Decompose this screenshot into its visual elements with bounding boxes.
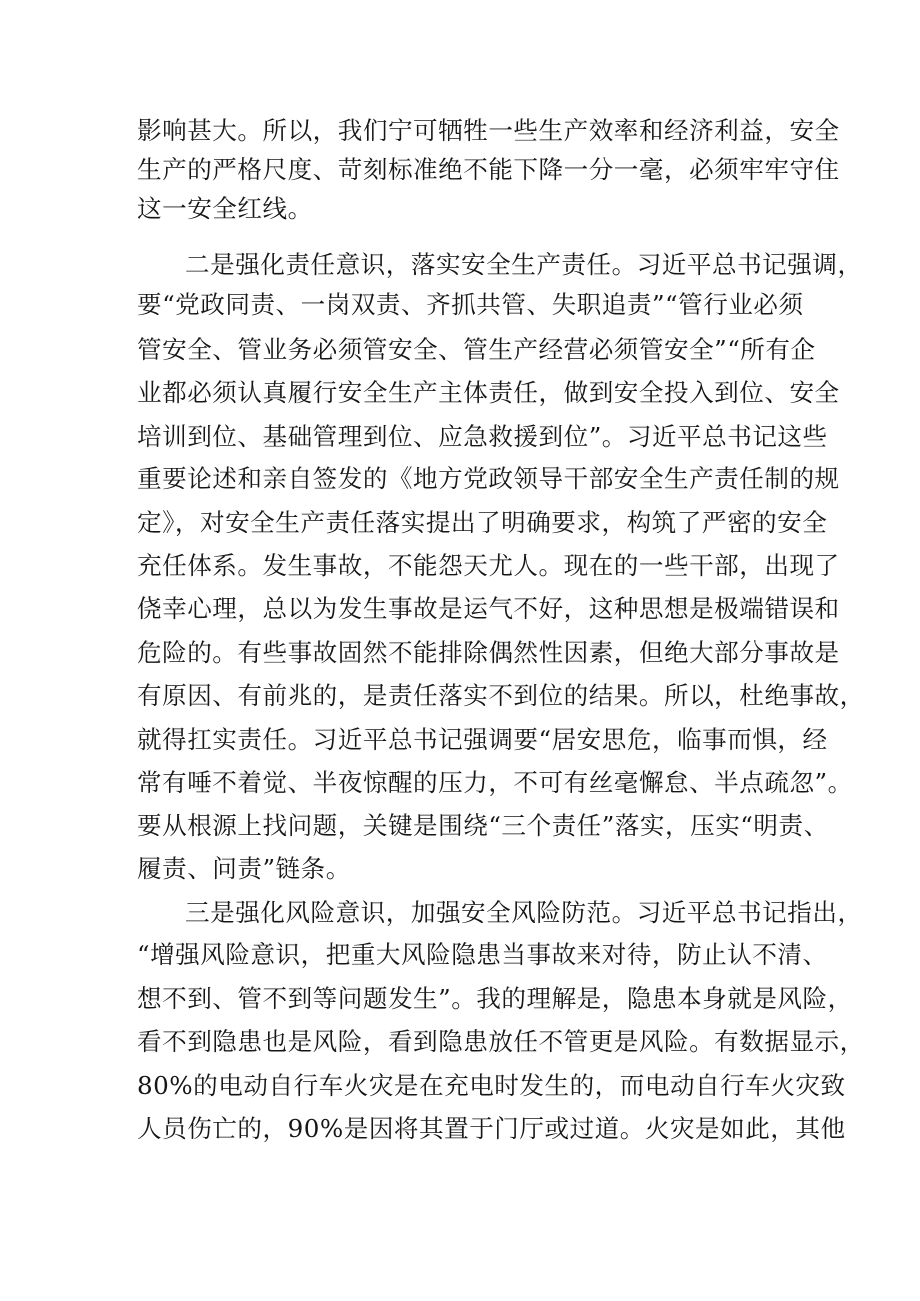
text-line: 80%的电动自行车火灾是在充电时发生的，而电动自行车火灾致	[137, 1071, 846, 1100]
text-line: 影响甚大。所以，我们宁可牺牲一些生产效率和经济利益，安全	[137, 116, 840, 145]
text-line: “增强风险意识，把重大风险隐患当事故来对待，防止认不清、	[137, 940, 828, 969]
text-line: 管安全、管业务必须管安全、管生产经营必须管安全”“所有企	[137, 335, 816, 364]
text-line: 人员伤亡的，90%是因将其置于门厅或过道。火灾是如此，其他	[137, 1114, 846, 1143]
text-line: 培训到位、基础管理到位、应急救援到位”。习近平总书记这些	[137, 422, 828, 451]
text-line: 生产的严格尺度、苛刻标准绝不能下降一分一毫，必须牢牢守住	[137, 155, 840, 184]
text-line: 就得扛实责任。习近平总书记强调要“居安思危，临事而惧，经	[137, 725, 828, 754]
text-line: 侥幸心理，总以为发生事故是运气不好，这种思想是极端错误和	[137, 594, 840, 623]
paragraph-3-first-line: 三是强化风险意识，加强安全风险防范。习近平总书记指出，	[185, 898, 863, 927]
text-line: 想不到、管不到等问题发生”。我的理解是，隐患本身就是风险，	[137, 984, 853, 1013]
text-line: 充任体系。发生事故，不能怨天尤人。现在的一些干部，出现了	[137, 551, 840, 580]
text-line: 看不到隐患也是风险，看到隐患放任不管更是风险。有数据显示，	[137, 1027, 865, 1056]
paragraph-2-first-line: 二是强化责任意识，落实安全生产责任。习近平总书记强调，	[185, 250, 863, 279]
text-line: 要从根源上找问题，关键是围绕“三个责任”落实，压实“明责、	[137, 811, 829, 840]
text-line: 这一安全红线。	[137, 194, 313, 223]
text-line: 业都必须认真履行安全生产主体责任，做到安全投入到位、安全	[137, 378, 840, 407]
text-line: 重要论述和亲自签发的《地方党政领导干部安全生产责任制的规	[137, 464, 840, 493]
text-line: 危险的。有些事故固然不能排除偶然性因素，但绝大部分事故是	[137, 638, 840, 667]
text-line: 履责、问责”链条。	[137, 854, 351, 883]
text-line: 有原因、有前兆的，是责任落实不到位的结果。所以，杜绝事故，	[137, 681, 865, 710]
text-line: 常有唾不着觉、半夜惊醒的压力，不可有丝毫懈怠、半点疏忽”。	[137, 768, 853, 797]
text-line: 定》，对安全生产责任落实提出了明确要求，构筑了严密的安全	[137, 508, 828, 537]
text-line: 要“党政同责、一岗双责、齐抓共管、失职追责”“管行业必须	[137, 290, 804, 319]
